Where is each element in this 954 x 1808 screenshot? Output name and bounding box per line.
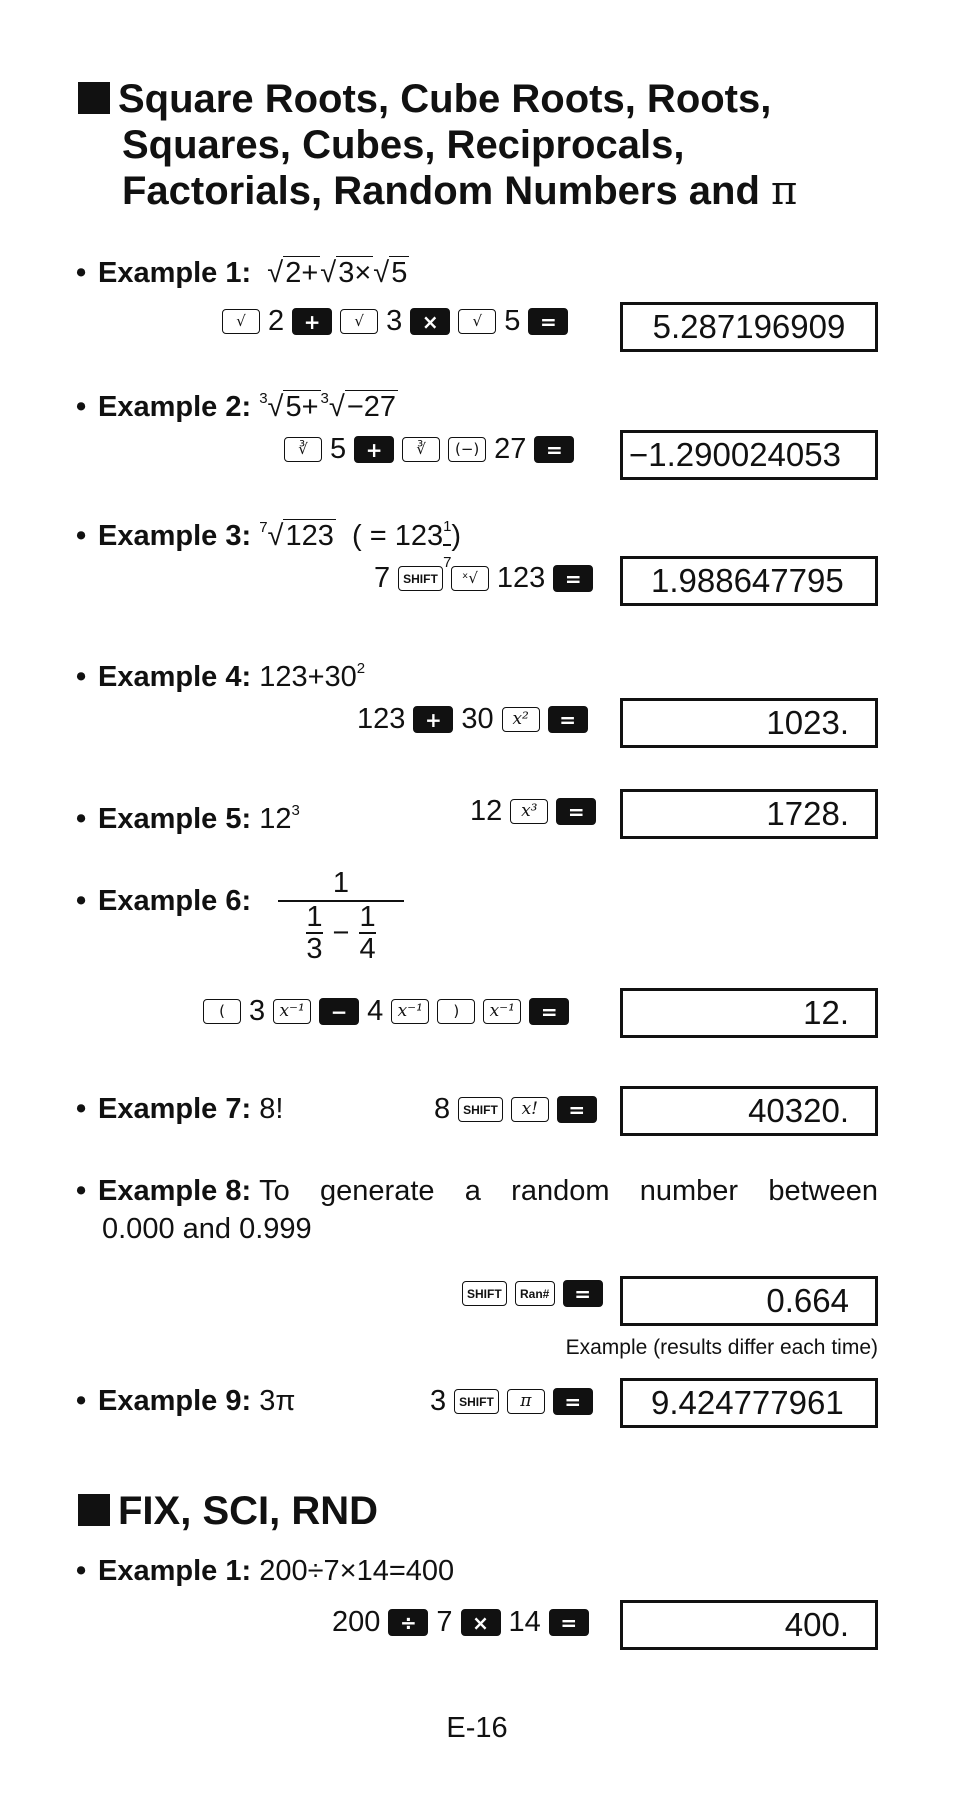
fix-example-1-line: • Example 1: 200÷7×14=400 [76,1555,455,1587]
fix-example-1-keys: 200 ÷ 7 × 14 = [332,1606,589,1639]
x-root-key[interactable]: ˣ√ [451,566,489,591]
example-8-note: Example (results differ each time) [565,1336,878,1359]
example-9-line: • Example 9: 3π [76,1385,296,1417]
example-2-display: −1.290024053 [620,430,878,480]
example-9-display: 9.424777961 [620,1378,878,1428]
example-4-line: • Example 4: $123+30^2$ [76,660,366,693]
cube-root-key[interactable]: ∛ [284,437,322,462]
divide-key[interactable]: ÷ [388,1609,428,1636]
example-8-display: 0.664 [620,1276,878,1326]
equals-key[interactable]: = [557,1096,597,1123]
example-7-label: Example 7: [98,1093,252,1125]
example-5-display: 1728. [620,789,878,839]
equals-key[interactable]: = [528,308,568,335]
example-6-fraction: 1 $\frac{1}{3}$ − $\frac{1}{4}$ [278,866,404,964]
times-key[interactable]: × [461,1609,501,1636]
cube-root-key[interactable]: ∛ [402,437,440,462]
fix-example-1-label: Example 1: [98,1555,252,1587]
sqrt-key[interactable]: √ [458,309,496,334]
heading-line-3: Factorials, Random Numbers and π [122,168,798,214]
negative-key[interactable]: (−) [448,437,486,462]
example-9-keys: 3 SHIFT π = [430,1385,593,1418]
heading-line-1: Square Roots, Cube Roots, Roots, [118,77,772,121]
example-2-line: • Example 2: $^3$√5+ $^3$√−27 [76,390,397,423]
pi-symbol: π [771,168,798,214]
sqrt-key[interactable]: √ [222,309,260,334]
example-4-display: 1023. [620,698,878,748]
example-8-text: • Example 8: To generate a random number between 0.000 and 0.999 [76,1175,878,1245]
example-1-keys: √ 2 + √ 3 × √ 5 = [222,305,568,338]
plus-key[interactable]: + [354,436,394,463]
example-2-label: Example 2: [98,391,252,423]
example-3-label: Example 3: [98,520,252,552]
example-2-keys: ∛ 5 + ∛ (−) 27 = [284,433,574,466]
equals-key[interactable]: = [549,1609,589,1636]
example-6-line: • Example 6: [76,885,252,917]
pi-key[interactable]: π [507,1389,545,1414]
reciprocal-key[interactable]: x⁻¹ [273,999,311,1024]
sqrt-key[interactable]: √ [340,309,378,334]
example-1-display: 5.287196909 [620,302,878,352]
example-3-keys: 7 SHIFT ˣ√ 123 = [374,562,593,595]
plus-key[interactable]: + [292,308,332,335]
shift-key[interactable]: SHIFT [454,1389,499,1414]
equals-key[interactable]: = [553,565,593,592]
example-3-line: • Example 3: $^7$√123 ( = 123 $\frac{1}{7}$ ) [76,518,462,571]
square-key[interactable]: x² [502,707,540,732]
left-paren-key[interactable]: ( [203,999,241,1024]
example-8-label: Example 8: [98,1175,252,1207]
shift-key[interactable]: SHIFT [458,1097,503,1122]
shift-key[interactable]: SHIFT [398,566,443,591]
example-7-line: • Example 7: 8! [76,1093,284,1125]
example-3-display: 1.988647795 [620,556,878,606]
equals-key[interactable]: = [556,798,596,825]
square-bullet-icon [78,1494,110,1526]
example-8-keys [462,1280,603,1307]
section-heading-roots [78,76,797,214]
example-5-keys: 12 x³ = [470,795,596,828]
example-7-keys: 8 SHIFT x! = [434,1093,597,1126]
cube-key[interactable]: x³ [510,799,548,824]
factorial-key[interactable]: x! [511,1097,549,1122]
equals-key[interactable]: = [548,706,588,733]
example-4-keys: 123 + 30 x² = [357,703,588,736]
times-key[interactable]: × [410,308,450,335]
section-heading-fix-sci-rnd [78,1488,378,1534]
example-5-line: • Example 5: $12^3$ [76,802,300,835]
example-4-label: Example 4: [98,661,252,693]
example-9-label: Example 9: [98,1385,252,1417]
page-number: E-16 [446,1712,508,1744]
example-1-label: Example 1: [98,257,252,289]
equals-key[interactable]: = [534,436,574,463]
equals-key[interactable]: = [563,1280,603,1307]
example-6-label: Example 6: [98,885,252,917]
equals-key[interactable]: = [553,1388,593,1415]
example-6-display: 12. [620,988,878,1038]
fix-example-1-display: 400. [620,1600,878,1650]
equals-key[interactable]: = [529,998,569,1025]
example-5-label: Example 5: [98,803,252,835]
example-6-keys: ( 3 x⁻¹ − 4 x⁻¹ ) x⁻¹ = [203,995,569,1028]
random-key[interactable]: Ran# [515,1281,555,1306]
heading-line-2: Squares, Cubes, Reciprocals, [122,123,685,167]
plus-key[interactable]: + [413,706,453,733]
heading-fix-sci-rnd: FIX, SCI, RND [118,1489,379,1533]
reciprocal-key[interactable]: x⁻¹ [483,999,521,1024]
reciprocal-key[interactable]: x⁻¹ [391,999,429,1024]
square-bullet-icon [78,82,110,114]
example-1-line: • Example 1: √2+√3×√5 [76,257,408,289]
right-paren-key[interactable]: ) [437,999,475,1024]
example-7-display: 40320. [620,1086,878,1136]
minus-key[interactable]: − [319,998,359,1025]
shift-key[interactable]: SHIFT [462,1281,507,1306]
